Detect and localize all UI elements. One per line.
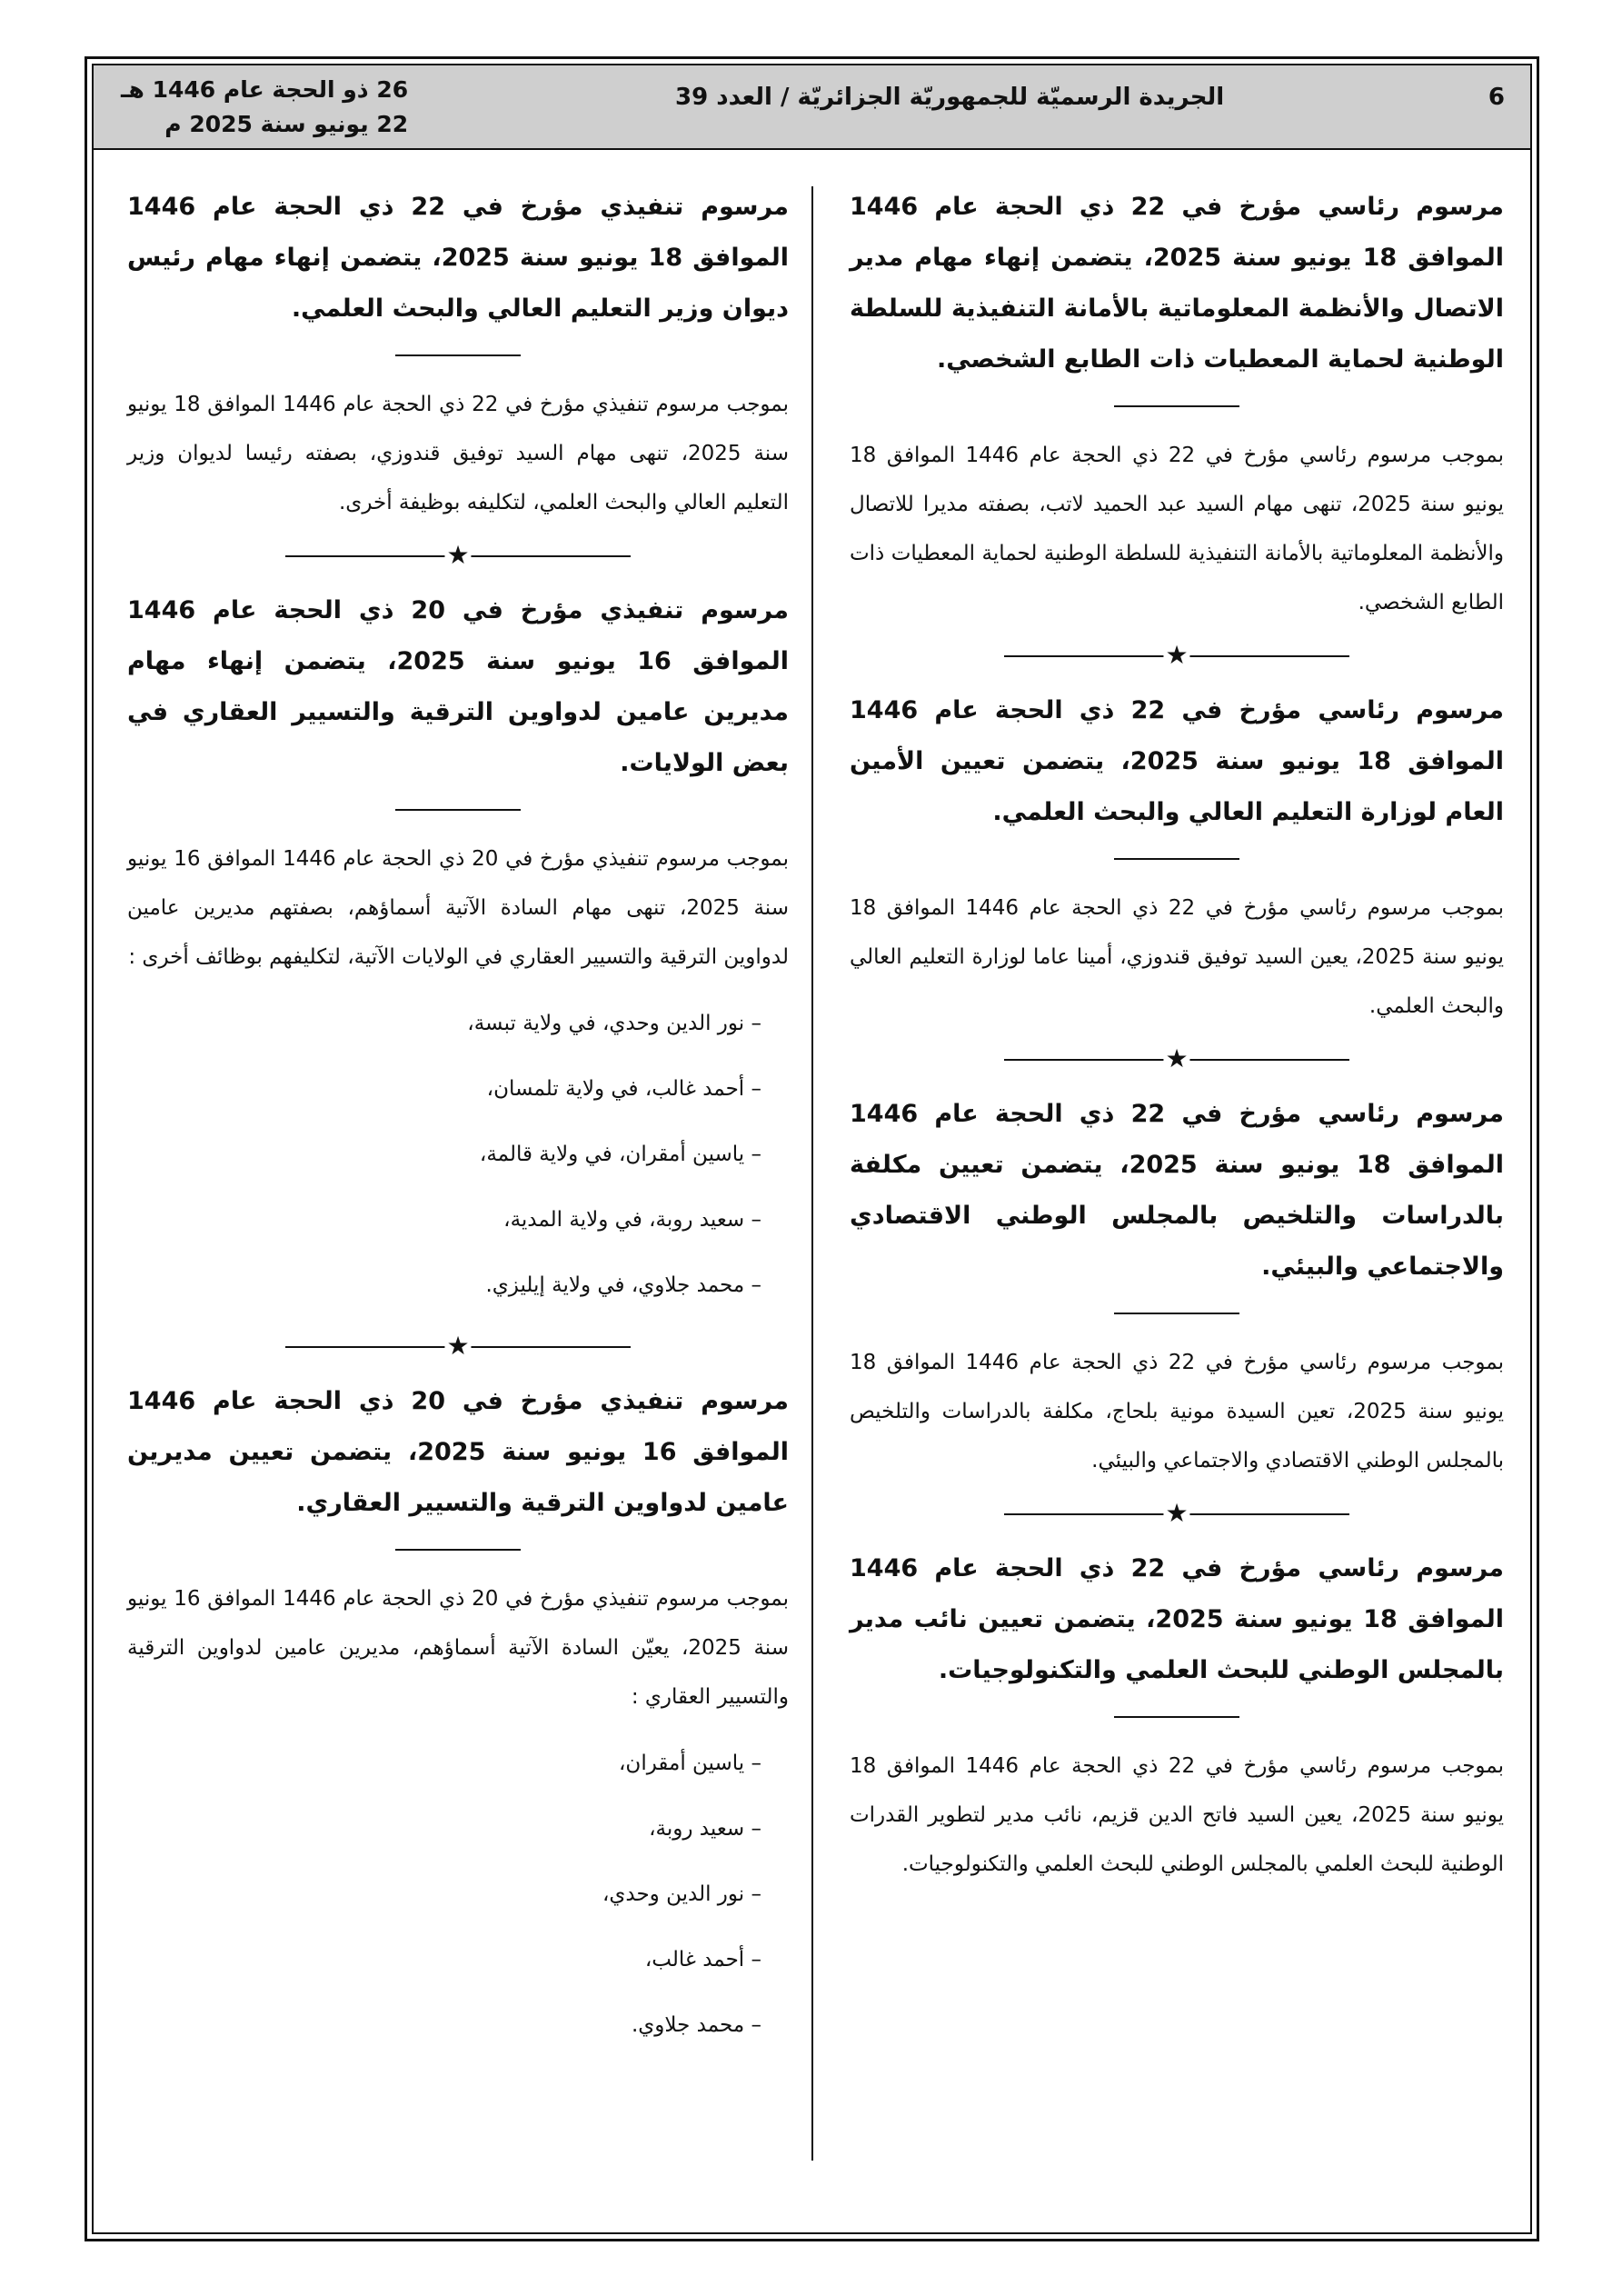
issue-date-gregorian: 22 يونيو سنة 2025 م — [164, 111, 409, 137]
decree-body: بموجب مرسوم تنفيذي مؤرخ في 22 ذي الحجة عام 1446 الموافق 18 يونيو سنة 2025، تنهى مهام السيد توفيق قندوزي، بصفته رئيسا لديوان وزير التعليم العالي والبحث العلمي، لتكليفه بوظيفة أخرى. — [127, 393, 789, 514]
list-item: – نور الدين وحدي، في ولاية تبسة، — [467, 1012, 761, 1035]
left-column — [127, 182, 789, 2058]
star-icon: ★ — [1165, 1498, 1189, 1528]
list-item: – ياسين أمقران، — [619, 1752, 761, 1775]
decree-body: بموجب مرسوم تنفيذي مؤرخ في 20 ذي الحجة عام 1446 الموافق 16 يونيو سنة 2025، يعيّن السادة الآتية أسماؤهم، مديرين عامين لدواوين الترقية والتسيير العقاري : — [127, 1587, 789, 1709]
list-item: – سعيد روبة، — [649, 1817, 761, 1841]
list-item: – محمد جلاوي. — [631, 2013, 761, 2037]
list-item: – محمد جلاوي، في ولاية إيليزي. — [485, 1273, 761, 1297]
decree-title: مرسوم رئاسي مؤرخ في 22 ذي الحجة عام 1446 الموافق 18 يونيو سنة 2025، يتضمن تعيين نائب مدير بالمجلس الوطني للبحث العلمي والتكنولوجيات. — [850, 1554, 1504, 1684]
list-item: – نور الدين وحدي، — [602, 1882, 761, 1906]
journal-title: الجريدة الرسميّة للجمهوريّة الجزائريّة / العدد 39 — [675, 84, 1225, 111]
separator-rule — [1114, 1716, 1239, 1718]
decree-title: مرسوم تنفيذي مؤرخ في 20 ذي الحجة عام 1446 الموافق 16 يونيو سنة 2025، يتضمن تعيين مديرين عامين لدواوين الترقية والتسيير العقاري. — [127, 1387, 789, 1517]
list-item: – أحمد غالب، — [644, 1948, 761, 1972]
separator-rule — [1114, 405, 1239, 407]
decree-body: بموجب مرسوم رئاسي مؤرخ في 22 ذي الحجة عام 1446 الموافق 18 يونيو سنة 2025، تنهى مهام السيد عبد الحميد لاتب، بصفته مديرا للاتصال والأنظمة المعلوماتية بالأمانة التنفيذية للسلطة الوطنية لحماية المعطيات ذات الطابع الشخصي. — [850, 444, 1505, 614]
star-separator — [127, 1333, 789, 1360]
column-divider — [811, 186, 813, 2161]
page-number: 6 — [1488, 84, 1505, 111]
star-icon: ★ — [446, 540, 470, 570]
star-separator — [850, 642, 1504, 669]
star-separator — [850, 1045, 1504, 1073]
separator-rule — [1114, 858, 1239, 860]
list-item: – ياسين أمقران، في ولاية قالمة، — [479, 1143, 761, 1166]
names-list — [127, 991, 789, 1318]
right-column — [850, 182, 1504, 1889]
decree-title: مرسوم تنفيذي مؤرخ في 20 ذي الحجة عام 1446 الموافق 16 يونيو سنة 2025، يتضمن إنهاء مهام مديرين عامين لدواوين الترقية والتسيير العقاري في بعض الولايات. — [127, 596, 789, 777]
decree-body: بموجب مرسوم رئاسي مؤرخ في 22 ذي الحجة عام 1446 الموافق 18 يونيو سنة 2025، تعين السيدة مونية بلحاج، مكلفة بالدراسات والتلخيص بالمجلس الوطني الاقتصادي والاجتماعي والبيئي. — [850, 1351, 1505, 1472]
list-item: – سعيد روبة، في ولاية المدية، — [503, 1208, 761, 1232]
star-icon: ★ — [1165, 640, 1189, 670]
decree-title: مرسوم رئاسي مؤرخ في 22 ذي الحجة عام 1446 الموافق 18 يونيو سنة 2025، يتضمن تعيين الأمين العام لوزارة التعليم العالي والبحث العلمي. — [850, 696, 1505, 826]
names-list — [127, 1731, 789, 2058]
decree-title: مرسوم تنفيذي مؤرخ في 22 ذي الحجة عام 1446 الموافق 18 يونيو سنة 2025، يتضمن إنهاء مهام رئيس ديوان وزير التعليم العالي والبحث العلمي. — [127, 193, 789, 323]
separator-rule — [395, 354, 521, 356]
separator-rule — [395, 809, 521, 811]
star-icon: ★ — [446, 1331, 470, 1361]
separator-rule — [1114, 1313, 1239, 1314]
decree-title: مرسوم رئاسي مؤرخ في 22 ذي الحجة عام 1446 الموافق 18 يونيو سنة 2025، يتضمن تعيين مكلفة بالدراسات والتلخيص بالمجلس الوطني الاقتصادي والاجتماعي والبيئي. — [850, 1100, 1504, 1281]
star-separator — [127, 542, 789, 569]
decree-title: مرسوم رئاسي مؤرخ في 22 ذي الحجة عام 1446 الموافق 18 يونيو سنة 2025، يتضمن إنهاء مهام مدير الاتصال والأنظمة المعلوماتية بالأمانة التنفيذية للسلطة الوطنية لحماية المعطيات ذات الطابع الشخصي. — [850, 193, 1504, 374]
issue-date-hijri: 26 ذو الحجة عام 1446 هـ — [121, 76, 409, 103]
star-separator — [850, 1500, 1504, 1527]
decree-body: بموجب مرسوم تنفيذي مؤرخ في 20 ذي الحجة عام 1446 الموافق 16 يونيو سنة 2025، تنهى مهام السادة الآتية أسماؤهم، بصفتهم مديرين عامين لدواوين الترقية والتسيير العقاري في الولايات الآتية، لتكليفهم بوظائف أخرى : — [127, 847, 790, 969]
separator-rule — [395, 1549, 521, 1551]
issue-date — [121, 73, 408, 142]
decree-body: بموجب مرسوم رئاسي مؤرخ في 22 ذي الحجة عام 1446 الموافق 18 يونيو سنة 2025، يعين السيد فاتح الدين قزيم، نائب مدير لتطوير القدرات الوطنية للبحث العلمي بالمجلس الوطني للبحث العلمي والتكنولوجيات. — [850, 1754, 1505, 1876]
page-header — [94, 65, 1530, 150]
list-item: – أحمد غالب، في ولاية تلمسان، — [486, 1077, 761, 1101]
decree-body: بموجب مرسوم رئاسي مؤرخ في 22 ذي الحجة عام 1446 الموافق 18 يونيو سنة 2025، يعين السيد توفيق قندوزي، أمينا عاما لوزارة التعليم العالي والبحث العلمي. — [850, 896, 1505, 1018]
star-icon: ★ — [1165, 1043, 1189, 1073]
